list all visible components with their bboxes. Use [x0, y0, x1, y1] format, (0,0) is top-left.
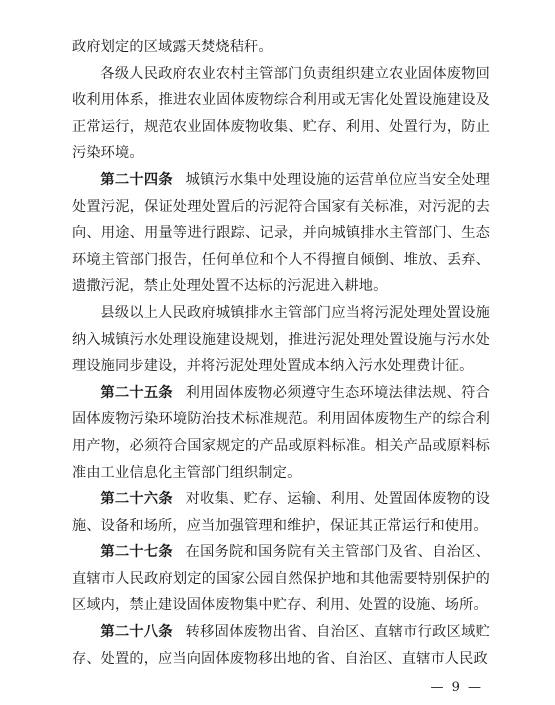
document-body: [72, 34, 490, 672]
paragraph-text: 对收集、贮存、运输、利用、处置固体废物的设施、设备和场所，应当加强管理和维护，保证其正常运行和使用。: [72, 491, 490, 534]
article-number: 第二十四条: [100, 171, 173, 188]
article-number: 第二十七条: [100, 544, 173, 561]
paragraph-text: 转移固体废物出省、自治区、直辖市行政区域贮存、处置的，应当向固体废物移出地的省、自治区、直辖市人民政: [72, 624, 490, 667]
page-footer: [0, 678, 555, 698]
paragraph-text: 利用固体废物必须遵守生态环境法律法规、符合固体废物污染环境防治技术标准规范。利用固体废物生产的综合利用产物，必须符合国家规定的产品或原料标准。相关产品或原料标准由工业信息化主管部门组织制定。: [72, 384, 490, 481]
paragraph-text: 政府划定的区域露天焚烧秸秆。: [72, 39, 273, 55]
paragraph-text: 城镇污水集中处理设施的运营单位应当安全处理处置污泥，保证处理处置后的污泥符合国家有关标准，对污泥的去向、用途、用量等进行跟踪、记录，并向城镇排水主管部门、生态环境主管部门报告，任何单位和个人不得擅自倾倒、堆放、丢弃、遗撒污泥，禁止处理处置不达标的污泥进入耕地。: [72, 171, 490, 295]
article-number: 第二十五条: [100, 384, 173, 401]
article-28: [72, 619, 490, 672]
page-number: — 9 —: [430, 680, 483, 695]
article-number: 第二十六条: [100, 491, 173, 508]
article-25: [72, 380, 490, 486]
article-26: [72, 486, 490, 539]
paragraph-1: [72, 34, 490, 61]
paragraph-4: [72, 300, 490, 380]
paragraph-text: 各级人民政府农业农村主管部门负责组织建立农业固体废物回收利用体系，推进农业固体废物综合利用或无害化处置设施建设及正常运行，规范农业固体废物收集、贮存、利用、处置行为，防止污染环境。: [72, 65, 490, 162]
article-24: [72, 167, 490, 300]
paragraph-text: 在国务院和国务院有关主管部门及省、自治区、直辖市人民政府划定的国家公园自然保护地和其他需要特别保护的区域内，禁止建设固体废物集中贮存、利用、处置的设施、场所。: [72, 544, 490, 614]
paragraph-text: 县级以上人民政府城镇排水主管部门应当将污泥处理处置设施纳入城镇污水处理设施建设规划，推进污泥处理处置设施与污水处理设施同步建设，并将污泥处理处置成本纳入污水处理费计征。: [72, 304, 490, 375]
article-27: [72, 539, 490, 619]
article-number: 第二十八条: [100, 624, 173, 641]
paragraph-2: [72, 61, 490, 167]
